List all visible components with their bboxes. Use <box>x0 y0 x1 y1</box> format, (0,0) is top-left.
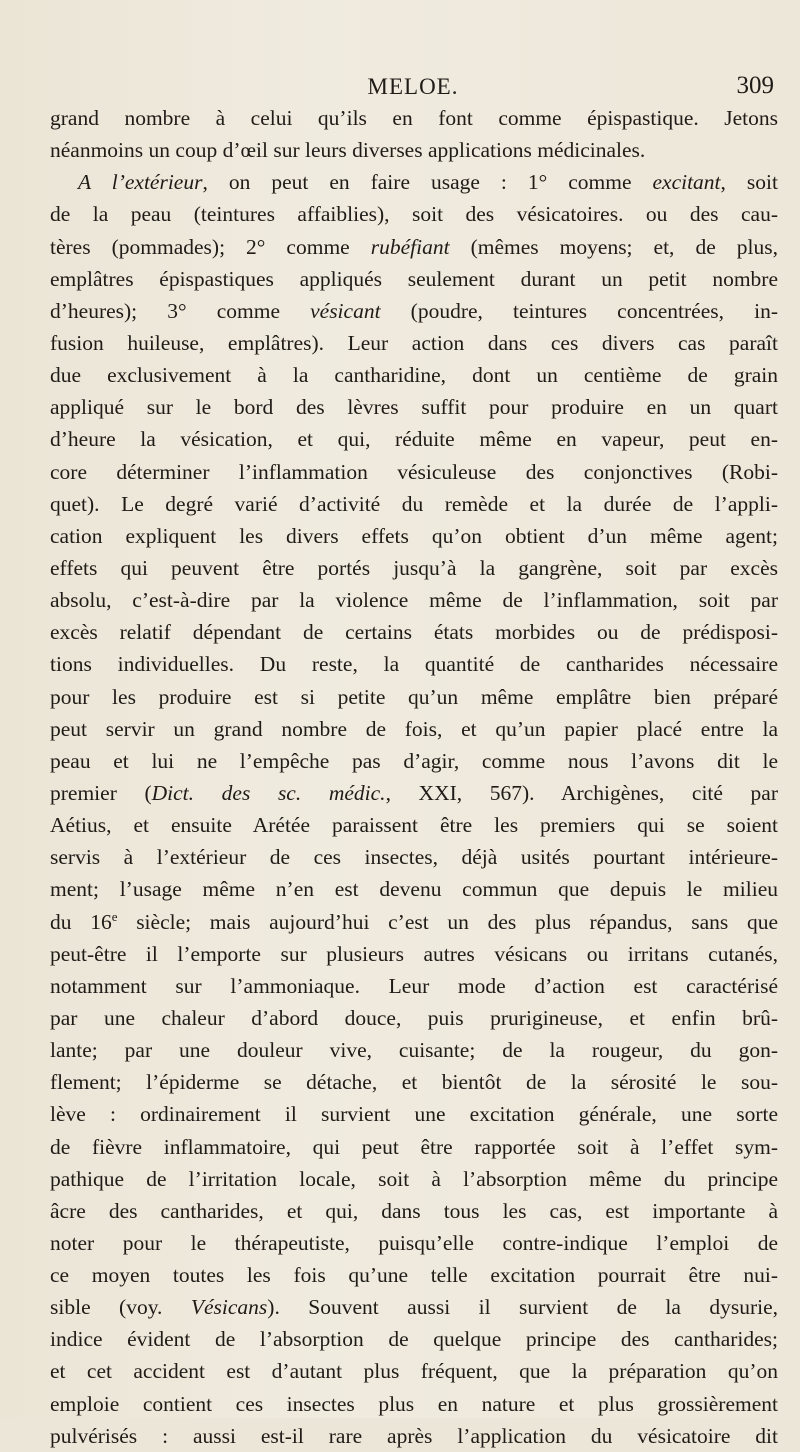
text-line: grand nombre à celui qu’ils en font comme épispastique. Jetons <box>50 106 778 130</box>
running-head: MELOE. <box>367 74 459 99</box>
text-line <box>50 166 778 198</box>
italic-term: vésicant <box>310 298 381 323</box>
italic-term: excitant <box>652 170 721 195</box>
text-line: âcre des cantharides, et qui, dans tous les cas, est importante à <box>50 1198 778 1223</box>
italic-term: Vésicans <box>190 1295 268 1320</box>
text-line: tions individuelles. Du reste, la quantité de cantharides nécessaire <box>50 652 778 677</box>
text-line: néanmoins un coup d’œil sur leurs diverses applications médicinales. <box>50 138 646 163</box>
text-line: quet). Le degré varié d’activité du remède et la durée de l’appli- <box>50 491 778 516</box>
text-line: ce moyen toutes les fois qu’une telle excitation pourrait être nui- <box>50 1263 778 1288</box>
text-line: peut servir un grand nombre de fois, et qu’un papier placé entre la <box>50 716 778 741</box>
text-line: de fièvre inflammatoire, qui peut être rapportée soit à l’effet sym- <box>50 1134 778 1159</box>
line-segment: , on peut en faire usage : 1° comme <box>202 170 653 195</box>
text-line: par une chaleur d’abord douce, puis prurigineuse, et enfin brû- <box>50 1005 778 1030</box>
text-line <box>50 906 778 938</box>
line-segment: du 16 <box>50 909 112 934</box>
text-line: emplâtres épispastiques appliqués seulement durant un petit nombre <box>50 266 778 291</box>
text-line: indice évident de l’absorption de quelque principe des cantharides; <box>50 1327 778 1352</box>
italic-term: rubéfiant <box>370 234 450 259</box>
text-line <box>50 1291 778 1323</box>
text-line: lante; par une douleur vive, cuisante; de la rougeur, du gon- <box>50 1038 778 1063</box>
superscript: e <box>111 908 118 924</box>
text-line: ment; l’usage même n’en est devenu commun que depuis le milieu <box>50 877 778 902</box>
text-line: de la peau (teintures affaiblies), soit des vésicatoires. ou des cau- <box>50 202 778 227</box>
text-line: effets qui peuvent être portés jusqu’à la gangrène, soit par excès <box>50 555 778 580</box>
line-segment: siècle; mais aujourd’hui c’est un des plus répandus, sans que <box>117 909 778 934</box>
line-segment: (mêmes moyens; et, de plus, <box>449 234 778 259</box>
text-line: emploie contient ces insectes plus en nature et plus grossièrement <box>50 1391 778 1416</box>
text-line: core déterminer l’inflammation vésiculeuse des conjonctives (Robi- <box>50 459 778 484</box>
text-line: notamment sur l’ammoniaque. Leur mode d’action est caractérisé <box>50 973 778 998</box>
line-segment: (poudre, teintures concentrées, in- <box>380 298 778 323</box>
line-segment: , soit <box>720 170 778 195</box>
italic-term: Dict. des sc. médic. <box>151 780 386 805</box>
line-segment: premier ( <box>50 780 152 805</box>
line-segment: tères (pommades); 2° comme <box>50 234 371 259</box>
text-line: pathique de l’irritation locale, soit à l’absorption même du principe <box>50 1166 778 1191</box>
text-line: pulvérisés : aussi est-il rare après l’application du vésicatoire dit <box>50 1423 778 1448</box>
text-line: et cet accident est d’autant plus fréquent, que la préparation qu’on <box>50 1359 778 1384</box>
line-segment: sible (voy. <box>50 1295 191 1320</box>
text-line <box>50 295 778 327</box>
text-line: peau et lui ne l’empêche pas d’agir, comme nous l’avons dit le <box>50 748 778 773</box>
italic-term: A l’extérieur <box>78 170 203 195</box>
text-line <box>50 777 778 809</box>
text-line: appliqué sur le bord des lèvres suffit pour produire en un quart <box>50 395 778 420</box>
text-line: pour les produire est si petite qu’un même emplâtre bien préparé <box>50 684 778 709</box>
text-line: peut-être il l’emporte sur plusieurs autres vésicans ou irritans cutanés, <box>50 941 778 966</box>
text-line: noter pour le thérapeutiste, puisqu’elle contre-indique l’emploi de <box>50 1230 778 1255</box>
text-line: due exclusivement à la cantharidine, dont un centième de grain <box>50 363 778 388</box>
text-line: lève : ordinairement il survient une excitation générale, une sorte <box>50 1102 778 1127</box>
text-line <box>50 231 778 263</box>
text-line: Aétius, et ensuite Arétée paraissent être les premiers qui se soient <box>50 813 778 838</box>
text-line: excès relatif dépendant de certains états morbides ou de prédisposi- <box>50 620 778 645</box>
body-text <box>50 102 778 1452</box>
text-line: flement; l’épiderme se détache, et bientôt de la sérosité le sou- <box>50 1070 778 1095</box>
line-segment: d’heures); 3° comme <box>50 298 311 323</box>
text-line: fusion huileuse, emplâtres). Leur action dans ces divers cas paraît <box>50 330 778 355</box>
page-number: 309 <box>736 72 774 99</box>
text-line: servis à l’extérieur de ces insectes, déjà usités pourtant intérieure- <box>50 845 778 870</box>
text-line: cation expliquent les divers effets qu’on obtient d’un même agent; <box>50 523 778 548</box>
text-line: absolu, c’est-à-dire par la violence même de l’inflammation, soit par <box>50 588 778 613</box>
line-segment: , XXI, 567). Archigènes, cité par <box>385 780 779 805</box>
line-segment: ). Souvent aussi il survient de la dysurie, <box>267 1295 778 1320</box>
text-line: d’heure la vésication, et qui, réduite même en vapeur, peut en- <box>50 427 778 452</box>
